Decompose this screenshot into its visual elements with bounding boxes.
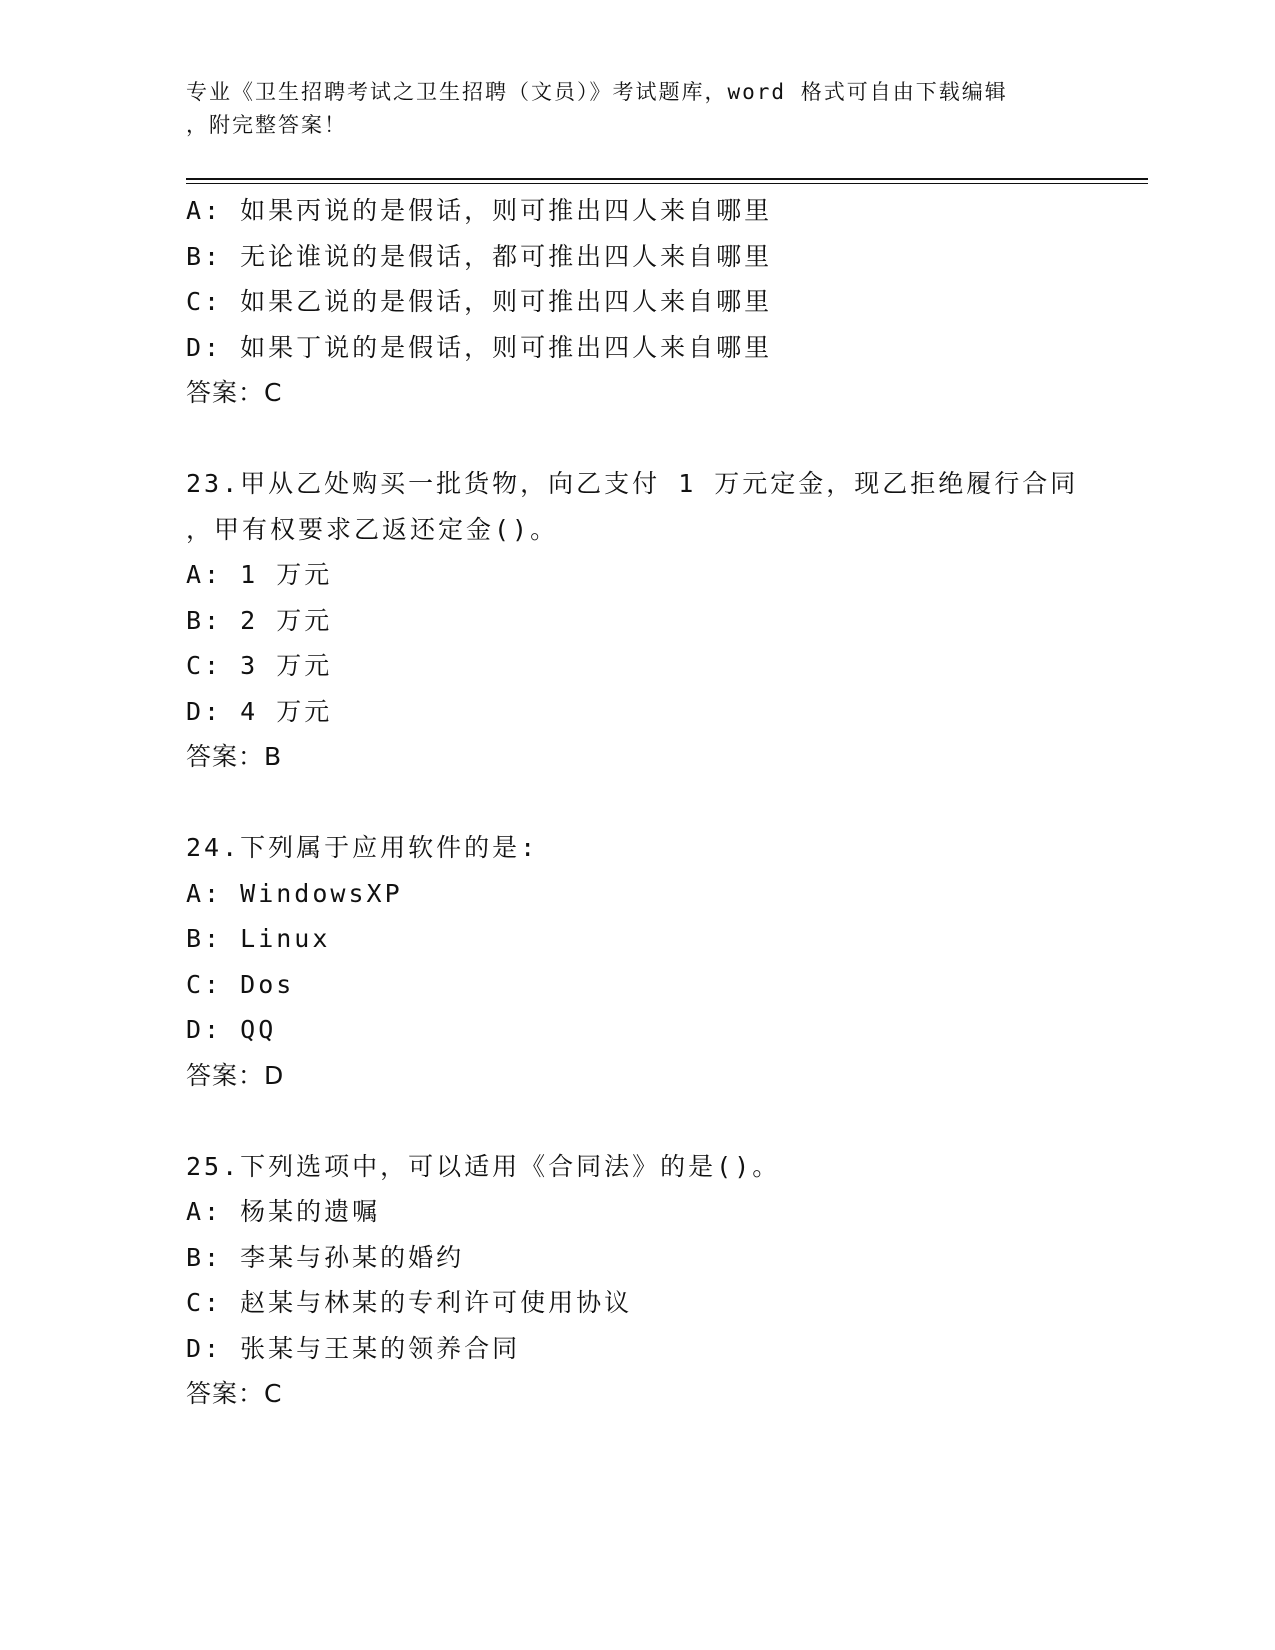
- header-rule-thick: [186, 178, 1148, 180]
- option-c: C: Dos: [186, 969, 295, 999]
- option-d: D: 4 万元: [186, 696, 333, 726]
- header-rule-thin: [186, 183, 1148, 184]
- option-c: C: 赵某与林某的专利许可使用协议: [186, 1288, 633, 1317]
- option-d: D: 张某与王某的领养合同: [186, 1333, 521, 1363]
- option-b: B: 无论谁说的是假话，都可推出四人来自哪里: [186, 241, 773, 271]
- option-c: C: 3 万元: [186, 651, 333, 680]
- question-24: [186, 825, 1126, 1098]
- option-d: D: QQ: [186, 1015, 277, 1044]
- question-22: [186, 188, 1126, 416]
- document-header: [186, 76, 1086, 142]
- answer: 答案：C: [186, 378, 283, 407]
- spacer: [186, 416, 1126, 462]
- question-stem-cont: ，甲有权要求乙返还定金()。: [186, 514, 559, 544]
- answer: 答案：D: [186, 1060, 285, 1090]
- question-stem: 23.甲从乙处购买一批货物，向乙支付 1 万元定金，现乙拒绝履行合同: [186, 469, 1079, 498]
- spacer: [186, 780, 1126, 826]
- question-23: [186, 461, 1126, 780]
- question-stem: 24.下列属于应用软件的是:: [186, 833, 539, 862]
- header-line-2: ，附完整答案！: [186, 113, 347, 137]
- option-b: B: 李某与孙某的婚约: [186, 1242, 465, 1272]
- option-b: B: 2 万元: [186, 605, 333, 635]
- question-25: [186, 1144, 1126, 1417]
- option-a: A: WindowsXP: [186, 878, 403, 908]
- spacer: [186, 1098, 1126, 1144]
- option-d: D: 如果丁说的是假话，则可推出四人来自哪里: [186, 332, 773, 362]
- option-c: C: 如果乙说的是假话，则可推出四人来自哪里: [186, 287, 773, 316]
- question-stem: 25.下列选项中，可以适用《合同法》的是()。: [186, 1151, 781, 1181]
- option-a: A: 1 万元: [186, 560, 333, 589]
- option-a: A: 如果丙说的是假话，则可推出四人来自哪里: [186, 196, 773, 225]
- header-line-1: 专业《卫生招聘考试之卫生招聘（文员）》考试题库，word 格式可自由下载编辑: [186, 80, 1008, 104]
- option-a: A: 杨某的遗嘱: [186, 1197, 381, 1226]
- answer: 答案：B: [186, 742, 283, 771]
- option-b: B: Linux: [186, 924, 331, 953]
- question-list: [186, 188, 1126, 1417]
- answer: 答案：C: [186, 1379, 283, 1408]
